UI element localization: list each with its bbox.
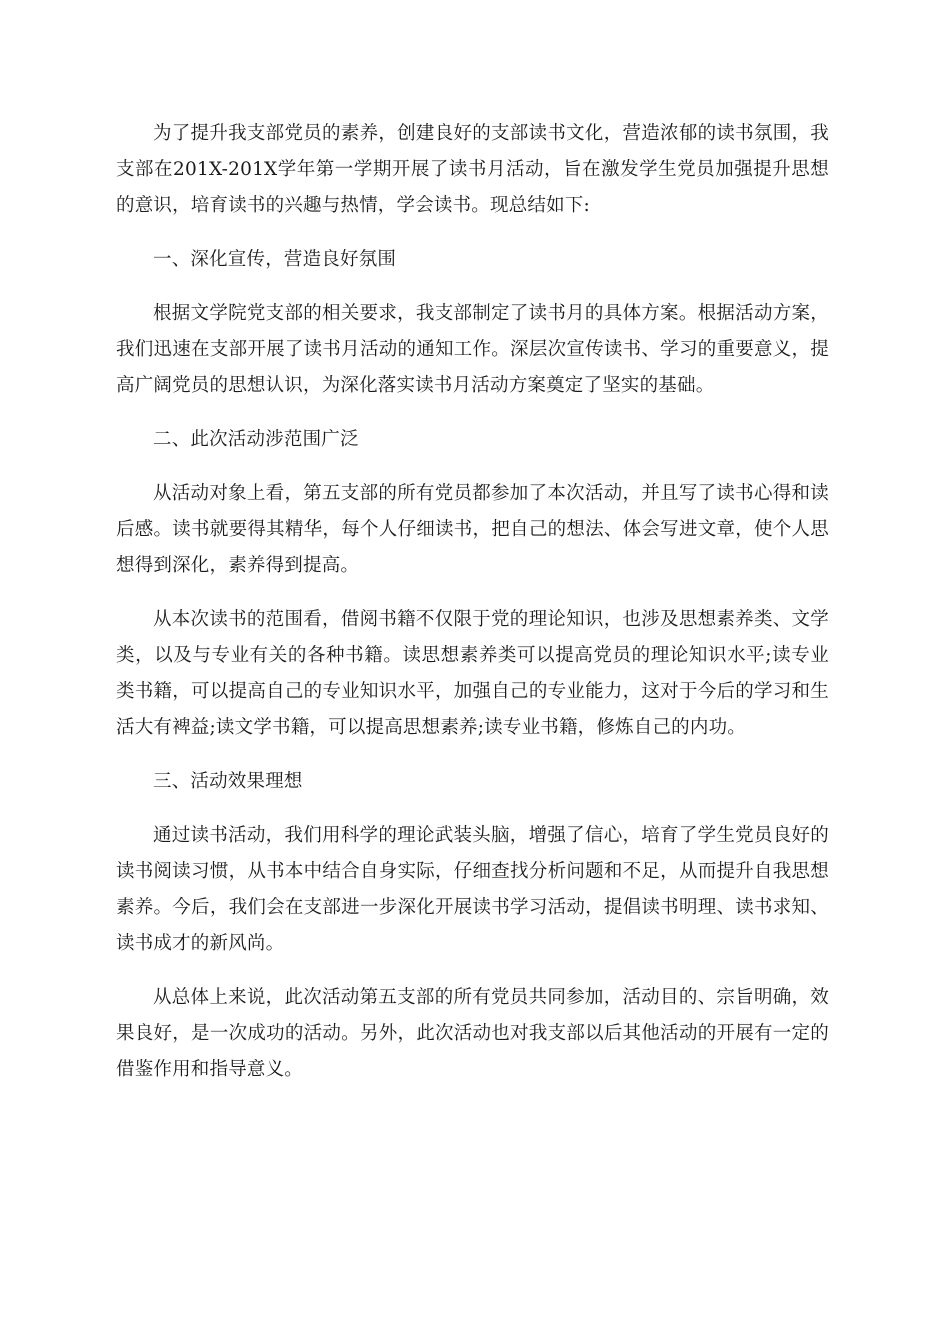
section-3-paragraph-2: 从总体上来说，此次活动第五支部的所有党员共同参加，活动目的、宗旨明确，效果良好，是一次成功的活动。另外，此次活动也对我支部以后其他活动的开展有一定的借鉴作用和指导意义。 xyxy=(116,987,829,1080)
section-2-heading: 二、此次活动涉范围广泛 xyxy=(153,429,359,450)
section-1-paragraph-1: 根据文学院党支部的相关要求，我支部制定了读书月的具体方案。根据活动方案，我们迅速在支部开展了读书月活动的通知工作。深层次宣传读书、学习的重要意义，提高广阔党员的思想认识，为深化落实读书月活动方案奠定了坚实的基础。 xyxy=(116,303,829,396)
section-2-paragraph-2: 从本次读书的范围看，借阅书籍不仅限于党的理论知识，也涉及思想素养类、文学类，以及与专业有关的各种书籍。读思想素养类可以提高党员的理论知识水平;读专业类书籍，可以提高自己的专业知识水平，加强自己的专业能力，这对于今后的学习和生活大有裨益;读文学书籍，可以提高思想素养;读专业书籍，修炼自己的内功。 xyxy=(116,609,829,738)
section-3-paragraph-1: 通过读书活动，我们用科学的理论武装头脑，增强了信心，培育了学生党员良好的读书阅读习惯，从书本中结合自身实际，仔细查找分析问题和不足，从而提升自我思想素养。今后，我们会在支部进一步深化开展读书学习活动，提倡读书明理、读书求知、读书成才的新风尚。 xyxy=(116,825,829,954)
intro-paragraph: 为了提升我支部党员的素养，创建良好的支部读书文化，营造浓郁的读书氛围，我支部在201X-201X学年第一学期开展了读书月活动，旨在激发学生党员加强提升思想的意识，培育读书的兴趣与热情，学会读书。现总结如下: xyxy=(116,123,829,216)
section-1-heading: 一、深化宣传，营造良好氛围 xyxy=(153,249,397,270)
section-3-heading: 三、活动效果理想 xyxy=(153,771,303,792)
section-2-paragraph-1: 从活动对象上看，第五支部的所有党员都参加了本次活动，并且写了读书心得和读后感。读书就要得其精华，每个人仔细读书，把自己的想法、体会写进文章，使个人思想得到深化，素养得到提高。 xyxy=(116,483,829,576)
